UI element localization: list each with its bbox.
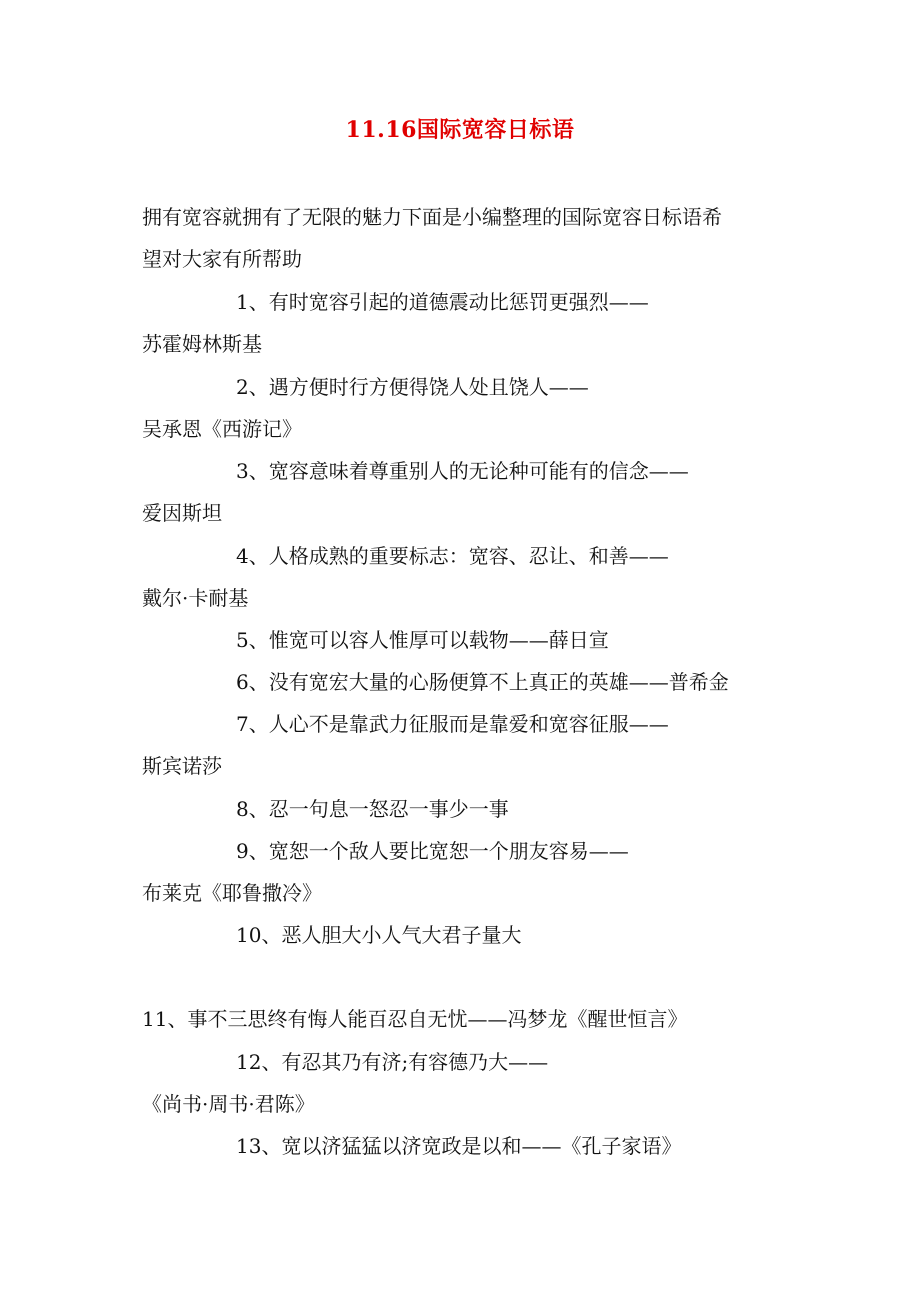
quote-12-text: 12、有忍其乃有济;有容德乃大——	[236, 1050, 549, 1074]
quote-7-author: 斯宾诺莎	[142, 754, 222, 778]
quote-5-text: 5、惟宽可以容人惟厚可以载物——薛日宣	[236, 628, 609, 652]
quote-11-text: 11、事不三思终有悔人能百忍自无忧——冯梦龙《醒世恒言》	[142, 1007, 688, 1031]
quote-1-text: 1、有时宽容引起的道德震动比惩罚更强烈——	[236, 290, 649, 314]
quote-3-author: 爱因斯坦	[142, 501, 222, 525]
quote-4-text: 4、人格成熟的重要标志：宽容、忍让、和善——	[236, 544, 669, 568]
intro-line-2: 望对大家有所帮助	[142, 247, 302, 271]
quote-8-text: 8、忍一句息一怒忍一事少一事	[236, 797, 509, 821]
quote-9-author: 布莱克《耶鲁撒冷》	[142, 881, 322, 905]
intro-line-1: 拥有宽容就拥有了无限的魅力下面是小编整理的国际宽容日标语希	[142, 205, 722, 229]
quote-13-text: 13、宽以济猛猛以济宽政是以和——《孔子家语》	[236, 1134, 682, 1158]
quote-12-author: 《尚书·周书·君陈》	[142, 1092, 315, 1116]
page-title: 11.16国际宽容日标语	[345, 117, 575, 143]
quote-2-author: 吴承恩《西游记》	[142, 417, 302, 441]
quote-3-text: 3、宽容意味着尊重别人的无论种可能有的信念——	[236, 459, 689, 483]
quote-2-text: 2、遇方便时行方便得饶人处且饶人——	[236, 375, 589, 399]
quote-1-author: 苏霍姆林斯基	[142, 332, 262, 356]
quote-10-text: 10、恶人胆大小人气大君子量大	[236, 923, 522, 947]
quote-7-text: 7、人心不是靠武力征服而是靠爱和宽容征服——	[236, 712, 669, 736]
quote-4-author: 戴尔·卡耐基	[142, 586, 249, 610]
quote-9-text: 9、宽恕一个敌人要比宽恕一个朋友容易——	[236, 839, 629, 863]
quote-6-text: 6、没有宽宏大量的心肠便算不上真正的英雄——普希金	[236, 670, 729, 694]
